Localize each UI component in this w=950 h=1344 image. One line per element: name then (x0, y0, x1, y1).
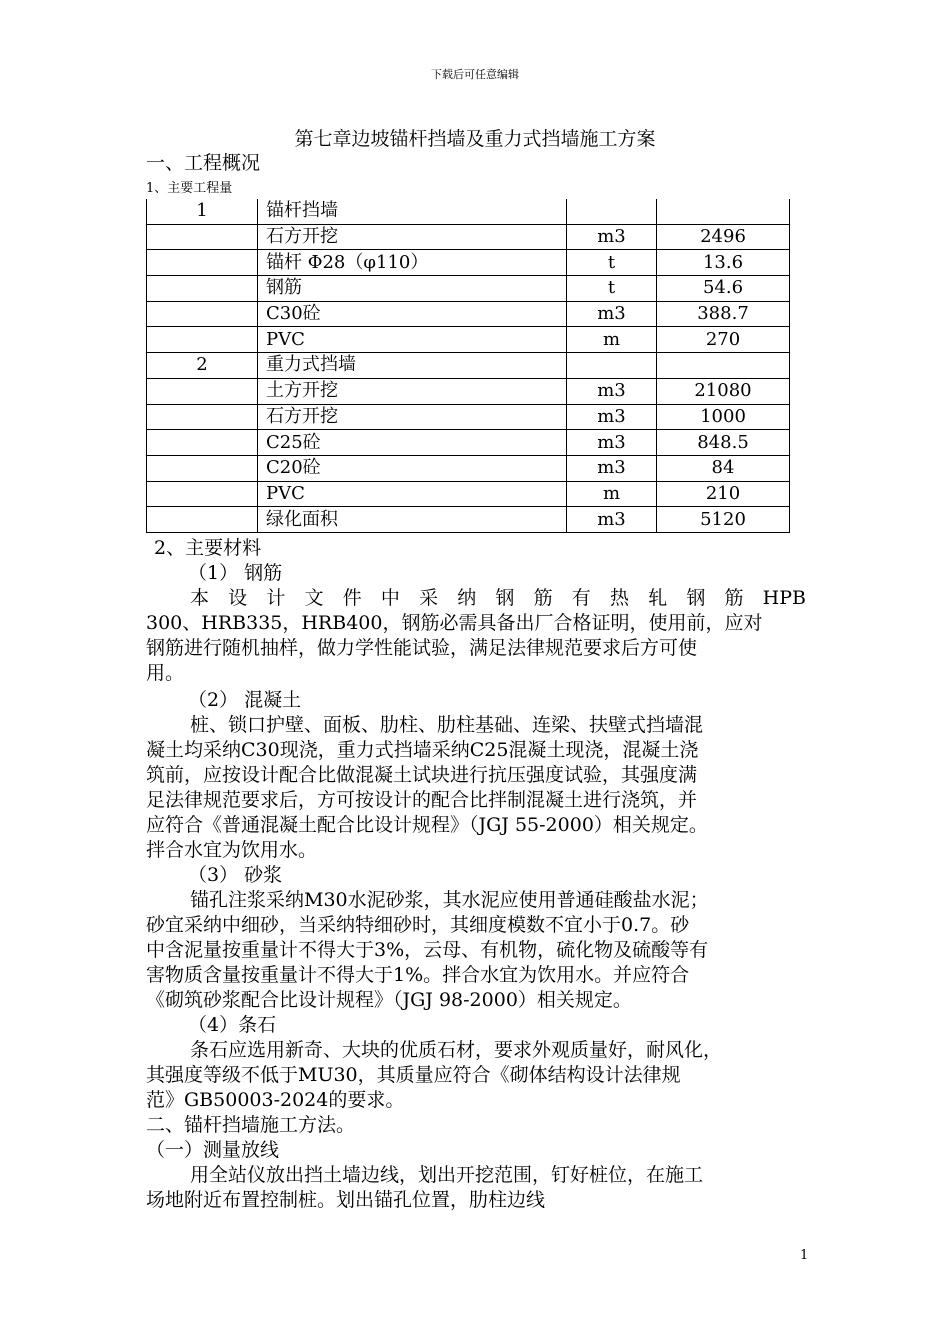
stone-line-2: 其强度等级不低于MU30，其质量应符合《砌体结构设计法律规 (146, 1064, 681, 1086)
mortar-line-2: 砂宜采纳中细砂，当采纳特细砂时，其细度模数不宜小于0.7。砂 (146, 914, 690, 936)
rebar-line-2: 300、HRB335，HRB400，钢筋必需具备出厂合格证明，使用前，应对 (146, 612, 763, 634)
row-number-cell (147, 276, 258, 302)
table-row (147, 378, 790, 404)
concrete-line-3: 筑前，应按设计配合比做混凝土试块进行抗压强度试验，其强度满 (146, 764, 698, 786)
row-number-cell (147, 327, 258, 353)
table-row (147, 353, 790, 379)
rebar-line-1: 本 设 计 文 件 中 采 纳 钢 筋 有 热 轧 钢 筋 HPB (190, 587, 806, 609)
row-number-cell (147, 430, 258, 456)
quantity-cell: 210 (657, 481, 790, 507)
rebar-line-3: 钢筋进行随机抽样，做力学性能试验，满足法律规范要求后方可使 (146, 637, 698, 659)
survey-heading: （一）测量放线 (146, 1139, 280, 1161)
item-name-cell: PVC (258, 481, 567, 507)
item-name-cell: C25砼 (258, 430, 567, 456)
subsection-heading-quantities: 1、主要工程量 (146, 181, 233, 196)
survey-line-1: 用全站仪放出挡土墙边线，划出开挖范围，钉好桩位，在施工 (190, 1164, 704, 1186)
table-row (147, 404, 790, 430)
concrete-line-1: 桩、锁口护壁、面板、肋柱、肋柱基础、连梁、扶壁式挡墙混 (190, 714, 704, 736)
table-row (147, 455, 790, 481)
item-name-cell: 土方开挖 (258, 378, 567, 404)
item-name-cell: C30砼 (258, 301, 567, 327)
concrete-heading: （2） 混凝土 (188, 689, 302, 711)
quantity-cell (657, 353, 790, 379)
row-number-cell (147, 404, 258, 430)
unit-cell: m (567, 481, 657, 507)
table-row (147, 430, 790, 456)
quantity-cell: 270 (657, 327, 790, 353)
quantity-cell: 84 (657, 455, 790, 481)
row-number-cell (147, 455, 258, 481)
row-number-cell (147, 378, 258, 404)
table-row (147, 327, 790, 353)
row-number-cell (147, 224, 258, 250)
quantity-cell: 54.6 (657, 276, 790, 302)
stone-heading: （4）条石 (188, 1014, 277, 1036)
stone-line-1: 条石应选用新奇、大块的优质石材，要求外观质量好，耐风化， (190, 1039, 723, 1061)
quantity-cell: 1000 (657, 404, 790, 430)
table-row (147, 224, 790, 250)
section-heading-anchor-wall: 二、锚杆挡墙施工方法。 (146, 1114, 356, 1136)
page-title: 第七章边坡锚杆挡墙及重力式挡墙施工方案 (294, 128, 656, 150)
item-name-cell: 钢筋 (258, 276, 567, 302)
mortar-line-4: 害物质含量按重量计不得大于1%。拌合水宜为饮用水。并应符合 (146, 964, 690, 986)
table-row (147, 507, 790, 533)
row-number-cell (147, 507, 258, 533)
unit-cell: t (567, 250, 657, 276)
row-number-cell (147, 301, 258, 327)
quantity-cell: 848.5 (657, 430, 790, 456)
quantity-cell: 21080 (657, 378, 790, 404)
item-name-cell: 石方开挖 (258, 224, 567, 250)
item-name-cell: 石方开挖 (258, 404, 567, 430)
mortar-heading: （3） 砂浆 (188, 864, 283, 886)
concrete-line-4: 足法律规范要求后，方可按设计的配合比拌制混凝土进行浇筑，并 (146, 789, 698, 811)
unit-cell: m3 (567, 455, 657, 481)
mortar-line-1: 锚孔注浆采纳M30水泥砂浆，其水泥应使用普通硅酸盐水泥； (190, 889, 709, 911)
row-number-cell (147, 250, 258, 276)
rebar-line-4: 用。 (146, 662, 185, 684)
section-heading-overview: 一、工程概况 (146, 152, 261, 174)
item-name-cell: 锚杆 Φ28（φ110） (258, 250, 567, 276)
row-number-cell: 2 (147, 353, 258, 379)
concrete-line-5: 应符合《普通混凝土配合比设计规程》（JGJ 55-2000）相关规定。 (146, 814, 708, 836)
rebar-heading: （1） 钢筋 (188, 562, 283, 584)
item-name-cell: 重力式挡墙 (258, 353, 567, 379)
unit-cell: m (567, 327, 657, 353)
unit-cell: m3 (567, 404, 657, 430)
subsection-heading-materials: 2、主要材料 (154, 537, 262, 559)
concrete-line-6: 拌合水宜为饮用水。 (146, 839, 318, 861)
unit-cell: m3 (567, 301, 657, 327)
quantity-cell (657, 199, 790, 224)
item-name-cell: 锚杆挡墙 (258, 199, 567, 224)
unit-cell: t (567, 276, 657, 302)
unit-cell (567, 199, 657, 224)
unit-cell: m3 (567, 378, 657, 404)
mortar-line-5: 《砌筑砂浆配合比设计规程》（JGJ 98-2000）相关规定。 (146, 989, 632, 1011)
unit-cell: m3 (567, 224, 657, 250)
stone-line-3: 范》GB50003-2024的要求。 (146, 1089, 405, 1111)
quantities-table (146, 199, 790, 533)
page-number: 1 (800, 1248, 809, 1263)
unit-cell: m3 (567, 430, 657, 456)
item-name-cell: 绿化面积 (258, 507, 567, 533)
table-row (147, 481, 790, 507)
unit-cell: m3 (567, 507, 657, 533)
concrete-line-2: 凝土均采纳C30现浇，重力式挡墙采纳C25混凝土现浇，混凝土浇 (146, 739, 699, 761)
quantity-cell: 388.7 (657, 301, 790, 327)
survey-line-2: 场地附近布置控制桩。划出锚孔位置，肋柱边线 (146, 1189, 546, 1211)
table-row (147, 250, 790, 276)
unit-cell (567, 353, 657, 379)
header-note: 下载后可任意编辑 (431, 68, 519, 81)
item-name-cell: C20砼 (258, 455, 567, 481)
table-row (147, 276, 790, 302)
mortar-line-3: 中含泥量按重量计不得大于3%，云母、有机物，硫化物及硫酸等有 (146, 939, 709, 961)
quantity-cell: 5120 (657, 507, 790, 533)
quantity-cell: 13.6 (657, 250, 790, 276)
item-name-cell: PVC (258, 327, 567, 353)
row-number-cell: 1 (147, 199, 258, 224)
quantity-cell: 2496 (657, 224, 790, 250)
table-row (147, 301, 790, 327)
row-number-cell (147, 481, 258, 507)
table-row (147, 199, 790, 224)
